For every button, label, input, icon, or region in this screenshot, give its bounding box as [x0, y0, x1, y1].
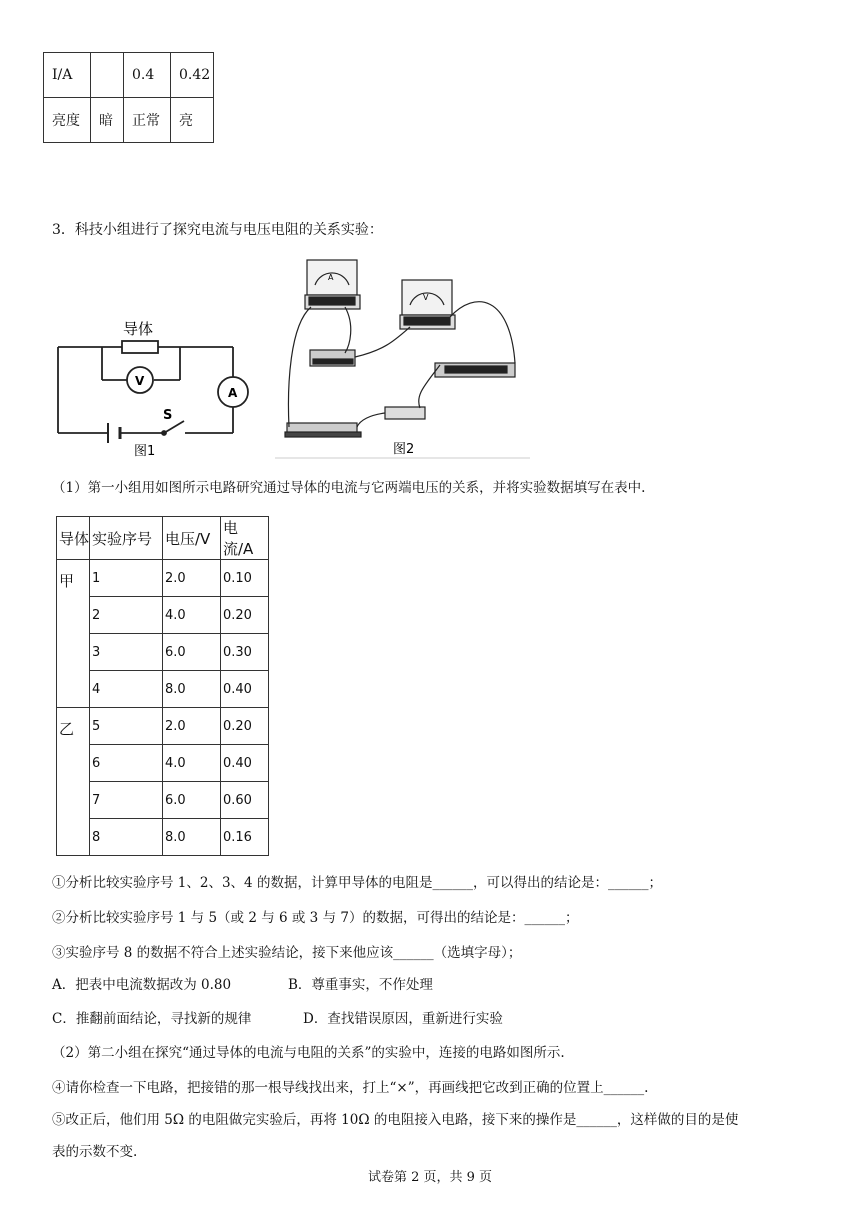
table-cell: 0.16 [221, 819, 269, 856]
table-cell: 3 [90, 634, 163, 671]
table-header: 电流/A [221, 517, 269, 560]
option-b: B．尊重事实，不作处理 [288, 977, 433, 993]
table-cell: I/A [44, 53, 91, 98]
table-header: 导体 [57, 517, 90, 560]
table-cell: 5 [90, 708, 163, 745]
table-row [57, 708, 269, 745]
brightness-table [43, 52, 214, 143]
table-header-row [57, 517, 269, 560]
fig2-caption: 图2 [393, 442, 415, 457]
table-cell: 6 [90, 745, 163, 782]
circuit-diagram-fig1 [50, 315, 260, 460]
question-title: 3．科技小组进行了探究电流与电压电阻的关系实验： [52, 222, 383, 238]
fig1-caption: 图1 [134, 444, 156, 459]
subquestion-5-continued: 表的示数不变. [52, 1144, 138, 1160]
option-d: D．查找错误原因，重新进行实验 [303, 1011, 503, 1027]
apparatus-photo-fig2 [275, 255, 530, 460]
table-cell: 0.40 [221, 745, 269, 782]
table-cell: 6.0 [163, 634, 221, 671]
subquestion-3: ③实验序号 8 的数据不符合上述实验结论，接下来他应该______（选填字母）； [52, 945, 522, 961]
table-cell: 2.0 [163, 708, 221, 745]
table-cell: 4.0 [163, 745, 221, 782]
table-header: 电压/V [163, 517, 221, 560]
table-row [44, 53, 214, 98]
subquestion-4: ④请你检查一下电路，把接错的那一根导线找出来，打上“×”，再画线把它改到正确的位置上______. [52, 1080, 649, 1096]
table-cell: 2.0 [163, 560, 221, 597]
table-cell [91, 53, 124, 98]
table-cell: 正常 [124, 98, 171, 143]
table-cell: 6.0 [163, 782, 221, 819]
fig2-voltmeter-label: V [423, 293, 429, 302]
table-row [57, 560, 269, 597]
table-cell: 7 [90, 782, 163, 819]
fig2-ammeter-label: A [328, 273, 334, 282]
conductor-label: 导体 [123, 320, 154, 338]
table-cell: 亮度 [44, 98, 91, 143]
part2-intro: （2）第二小组在探究“通过导体的电流与电阻的关系”的实验中，连接的电路如图所示. [52, 1045, 565, 1061]
table-cell: 0.60 [221, 782, 269, 819]
page-footer: 试卷第 2 页，共 9 页 [367, 1170, 493, 1185]
part1-intro: （1）第一小组用如图所示电路研究通过导体的电流与它两端电压的关系，并将实验数据填写在表中. [52, 480, 646, 496]
ammeter-label: A [228, 386, 238, 400]
table-cell: 0.10 [221, 560, 269, 597]
table-cell: 0.20 [221, 597, 269, 634]
option-c: C．推翻前面结论，寻找新的规律 [52, 1011, 252, 1027]
table-cell: 8 [90, 819, 163, 856]
table-cell: 暗 [91, 98, 124, 143]
table-row [44, 98, 214, 143]
table-cell: 4 [90, 671, 163, 708]
subquestion-2: ②分析比较实验序号 1 与 5（或 2 与 6 或 3 与 7）的数据，可得出的结论是：______； [52, 910, 579, 926]
table-cell: 8.0 [163, 819, 221, 856]
table-header: 实验序号 [90, 517, 163, 560]
table-cell: 1 [90, 560, 163, 597]
table-cell: 0.40 [221, 671, 269, 708]
subquestion-1: ①分析比较实验序号 1、2、3、4 的数据，计算甲导体的电阻是______，可以得出的结论是：______； [52, 875, 662, 891]
option-a: A．把表中电流数据改为 0.80 [52, 977, 232, 993]
conductor-cell: 乙 [57, 708, 90, 856]
table-cell: 0.30 [221, 634, 269, 671]
table-cell: 0.4 [124, 53, 171, 98]
table-cell: 0.20 [221, 708, 269, 745]
table-cell: 8.0 [163, 671, 221, 708]
experiment-data-table [56, 516, 269, 856]
table-cell: 2 [90, 597, 163, 634]
switch-label: S [163, 408, 173, 423]
table-cell: 4.0 [163, 597, 221, 634]
table-cell: 亮 [171, 98, 214, 143]
table-cell: 0.42 [171, 53, 214, 98]
subquestion-5: ⑤改正后，他们用 5Ω 的电阻做完实验后，再将 10Ω 的电阻接入电路，接下来的操作是______，这样做的目的是使 [52, 1112, 739, 1128]
voltmeter-label: V [135, 374, 145, 388]
conductor-cell: 甲 [57, 560, 90, 708]
